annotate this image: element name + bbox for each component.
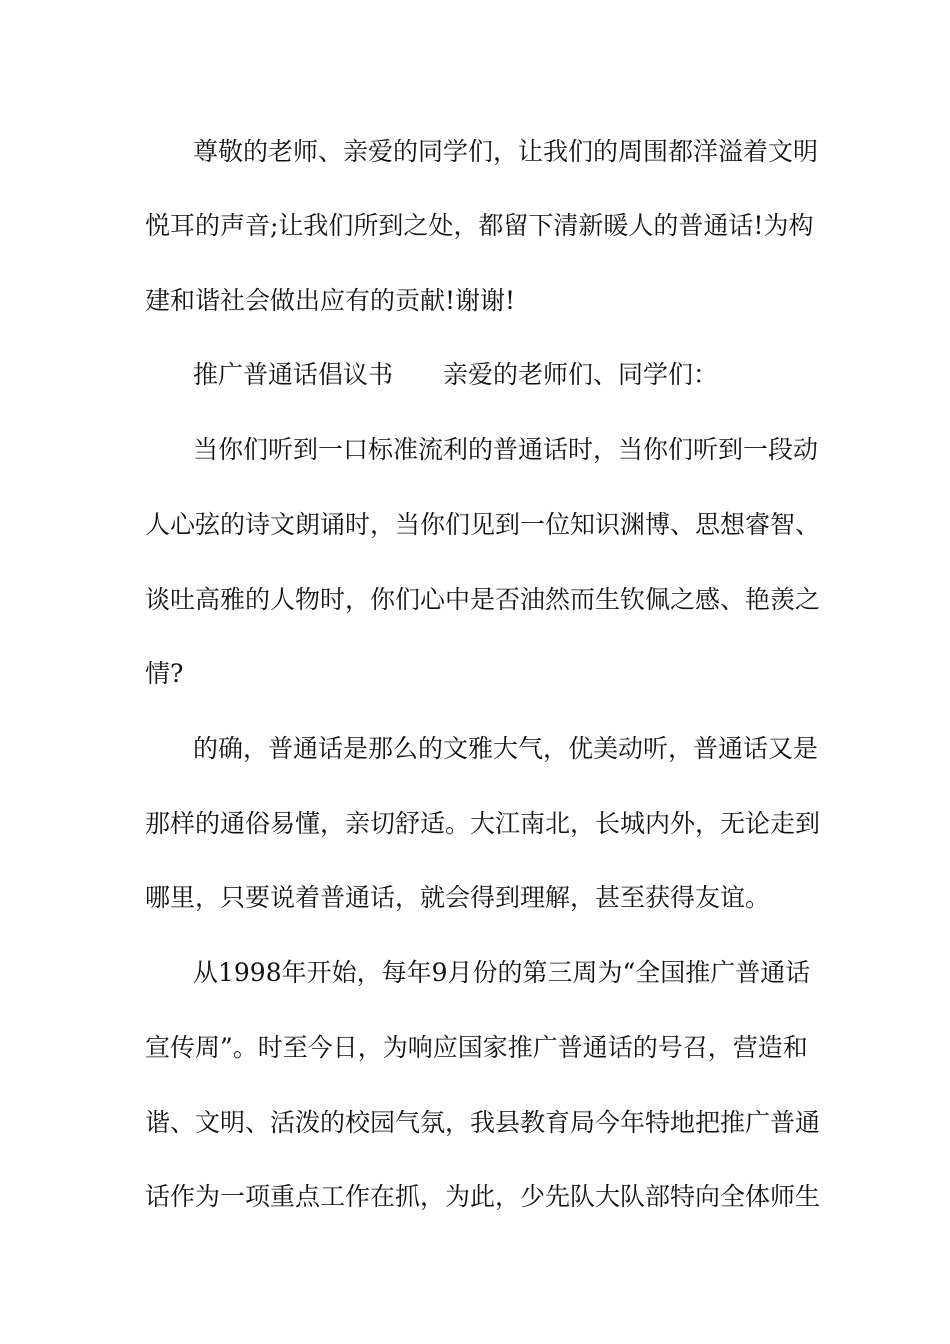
paragraph-line: 情?: [145, 659, 184, 688]
paragraph-line: 推广普通话倡议书 亲爱的老师们、同学们：: [193, 360, 719, 389]
paragraph-line: 那样的通俗易懂，亲切舒适。大江南北，长城内外，无论走到: [145, 809, 821, 838]
paragraph-line: 人心弦的诗文朗诵时，当你们见到一位知识渊博、思想睿智、: [145, 510, 821, 539]
paragraph-line: 建和谐社会做出应有的贡献!谢谢!: [145, 286, 516, 315]
paragraph-line: 尊敬的老师、亲爱的同学们，让我们的周围都洋溢着文明: [193, 137, 819, 166]
paragraph-line: 谈吐高雅的人物时，你们心中是否油然而生钦佩之感、艳羡之: [145, 585, 821, 614]
paragraph-line: 的确，普通话是那么的文雅大气，优美动听，普通话又是: [193, 734, 819, 763]
paragraph-line: 话作为一项重点工作在抓，为此，少先队大队部特向全体师生: [145, 1182, 821, 1211]
paragraph-line: 当你们听到一口标准流利的普通话时，当你们听到一段动: [193, 435, 819, 464]
paragraph-line: 哪里，只要说着普通话，就会得到理解，甚至获得友谊。: [145, 883, 771, 912]
paragraph-line: 悦耳的声音;让我们所到之处，都留下清新暖人的普通话!为构: [145, 211, 814, 240]
paragraph-line: 宣传周”。时至今日，为响应国家推广普通话的号召，营造和: [145, 1033, 808, 1062]
paragraph-line: 从1998年开始，每年9月份的第三周为“全国推广普通话: [193, 958, 811, 987]
paragraph-line: 谐、文明、活泼的校园气氛，我县教育局今年特地把推广普通: [145, 1108, 821, 1137]
